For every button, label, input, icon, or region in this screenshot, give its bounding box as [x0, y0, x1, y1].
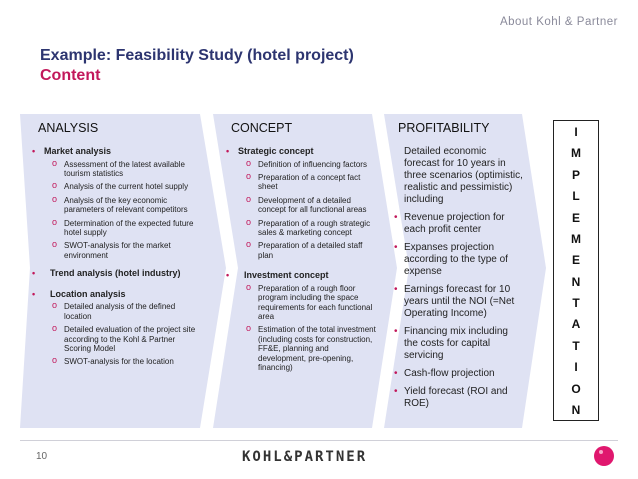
list-item: • Cash-flow projection [386, 368, 524, 380]
list-item: • Revenue projection for each profit center [386, 212, 524, 236]
impl-letter: M [571, 146, 581, 161]
list-item: o SWOT-analysis for the location [44, 357, 202, 366]
footer-divider [20, 440, 618, 441]
list-item: o Definition of influencing factors [238, 160, 378, 169]
page-number: 10 [36, 451, 48, 462]
impl-letter: P [571, 167, 580, 182]
list-item: • Expanses projection according to the type of expense [386, 242, 524, 278]
heading-concept: CONCEPT [231, 121, 293, 135]
list-item: • Earnings forecast for 10 years until the NOI (=Net Operating Income) [386, 284, 524, 320]
impl-letter: O [571, 381, 581, 396]
list-item: o Detailed evaluation of the project site according to the Kohl & Partner Scoring Model [44, 325, 202, 353]
impl-letter: L [572, 189, 580, 204]
analysis-group [32, 268, 202, 279]
impl-letter: T [572, 296, 580, 310]
impl-letter: A [571, 317, 581, 332]
impl-letter: E [571, 210, 580, 225]
impl-letter: I [574, 125, 578, 139]
list-item: • Financing mix including the costs for capital servicing [386, 326, 524, 362]
group-label: Location analysis [50, 288, 126, 299]
group-label: Investment concept [244, 270, 329, 281]
list-item: o Estimation of the total investment (including costs for construction, FF&E, planning and development, pre-opening, financing) [238, 325, 378, 372]
heading-analysis: ANALYSIS [38, 121, 99, 135]
heading-profitability: PROFITABILITY [398, 121, 490, 135]
impl-letter: E [571, 253, 580, 268]
brand-header: About Kohl & Partner [499, 16, 618, 28]
list-item: o Determination of the expected future hotel supply [44, 219, 202, 238]
group-label: Trend analysis (hotel industry) [50, 268, 181, 279]
impl-letter: T [572, 338, 580, 353]
list-item: o Assessment of the latest available tourism statistics [44, 160, 202, 179]
list-item: o Development of a detailed concept for all functional areas [238, 196, 378, 215]
brand-dot-icon [594, 446, 614, 466]
list-item: o Preparation of a detailed staff plan [238, 241, 378, 260]
page-title-sub: Content [40, 67, 101, 84]
impl-letter: M [571, 231, 581, 246]
concept-group [226, 270, 378, 372]
list-item: o Analysis of the key economic parameters of relevant competitors [44, 196, 202, 215]
list-item: • Yield forecast (ROI and ROE) [386, 386, 524, 410]
impl-letter: N [571, 402, 581, 417]
group-label: Market analysis [44, 146, 112, 156]
analysis-column [32, 146, 202, 371]
impl-letter: I [574, 360, 578, 375]
profitability-column [386, 146, 524, 416]
list-item: o Analysis of the current hotel supply [44, 182, 202, 191]
list-item: o Preparation of a rough strategic sales & marketing concept [238, 219, 378, 238]
analysis-group [32, 289, 202, 367]
analysis-group [32, 146, 202, 260]
kohl-partner-logo: KOHL&PARTNER [242, 449, 368, 465]
list-item: o Preparation of a concept fact sheet [238, 173, 378, 192]
profitability-intro: Detailed economic forecast for 10 years in three scenarios (optimistic, realistic and pessimistic) including [404, 146, 523, 205]
page-title-main: Example: Feasibility Study (hotel project) [40, 47, 354, 64]
group-label: Strategic concept [238, 146, 314, 156]
concept-group [226, 146, 378, 260]
list-item: o SWOT-analysis for the market environment [44, 241, 202, 260]
implementation-box [553, 120, 599, 421]
list-item: o Preparation of a rough floor program including the space requirements for each functional area [238, 284, 378, 322]
list-item: o Detailed analysis of the defined location [44, 302, 202, 321]
impl-letter: N [571, 274, 581, 289]
concept-column [226, 146, 378, 377]
